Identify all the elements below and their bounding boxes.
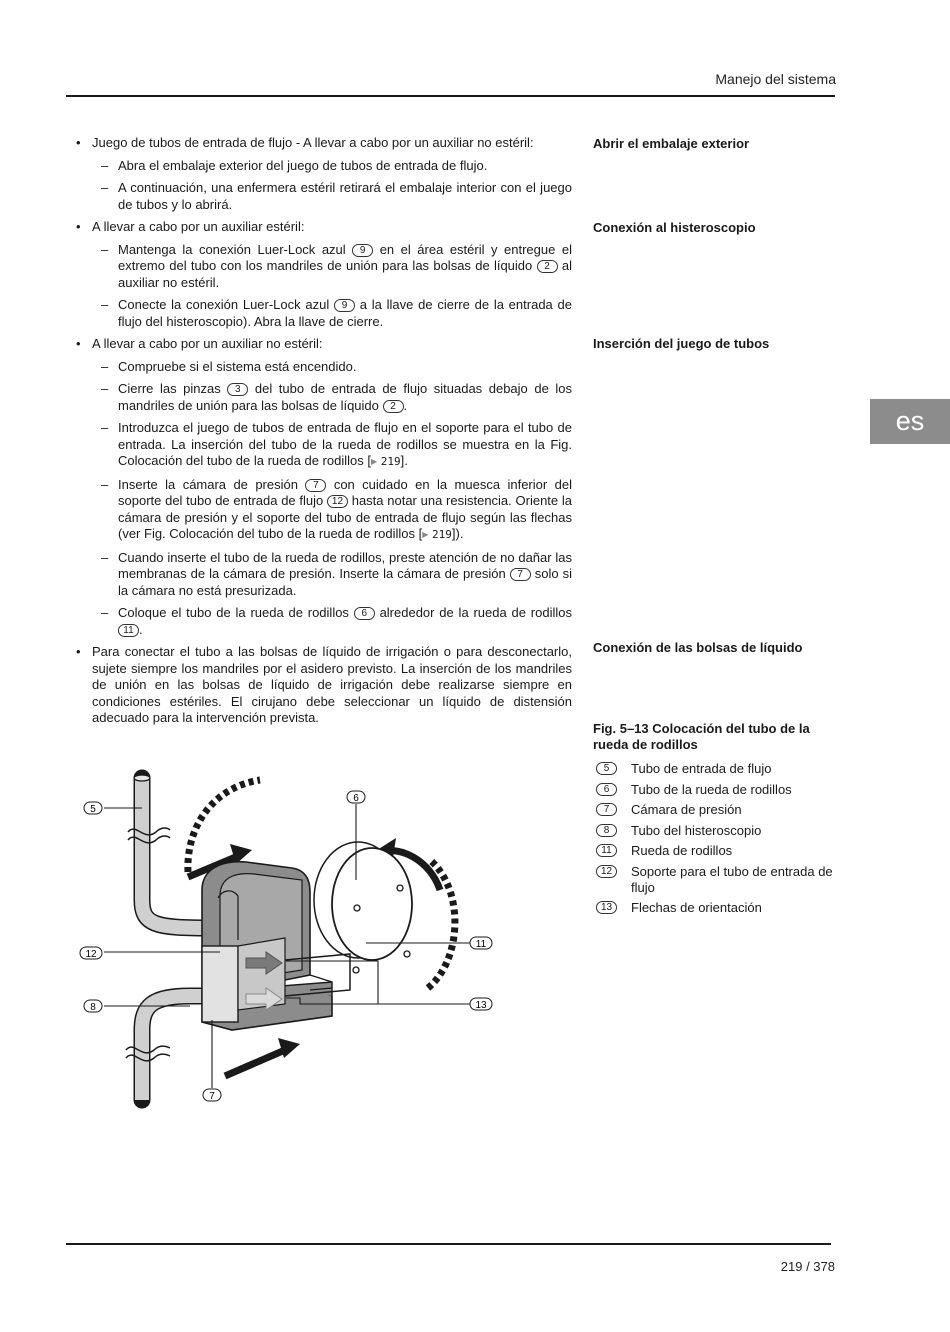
callout-ref: 2	[537, 260, 558, 273]
callout-6-label: 6	[353, 793, 359, 804]
step-item: – Introduzca el juego de tubos de entrada de flujo en el soporte para el tubo de entrada. La inserción del tubo de la rueda de rodillos se muestra en la Fig. Colocación del tubo de la rueda de rodillos [▶ 219].	[74, 420, 572, 471]
callout-11-label: 11	[475, 939, 487, 950]
step-item: – Cuando inserte el tubo de la rueda de rodillos, preste atención de no dañar las membranas de la cámara de presión. Inserte la cámara de presión 7 solo si la cámara no está presurizada.	[74, 550, 572, 600]
step-item: – A continuación, una enfermera estéril retirará el embalaje interior con el juego de tubos y lo abrirá.	[74, 180, 572, 213]
footer-rule	[66, 1243, 831, 1245]
figure-legend	[596, 761, 841, 921]
side-heading: Abrir el embalaje exterior	[593, 136, 750, 151]
insert-arrow-bottom	[225, 1050, 285, 1076]
legend-text: Soporte para el tubo de entrada de flujo	[631, 863, 833, 895]
callout-6	[347, 791, 365, 804]
callout-ref: 9	[352, 244, 373, 257]
legend-number: 11	[596, 844, 617, 857]
side-heading: Inserción del juego de tubos	[593, 336, 770, 351]
callout-13-label: 13	[475, 1000, 487, 1011]
callout-7-label: 7	[209, 1091, 215, 1102]
bullet-item: • Juego de tubos de entrada de flujo - A llevar a cabo por un auxiliar no estéril:	[74, 135, 572, 152]
pressure-chamber	[202, 946, 238, 1022]
callout-11	[470, 937, 492, 950]
side-heading: Conexión al histeroscopio	[593, 220, 756, 235]
page-link[interactable]: 219	[380, 455, 401, 468]
legend-item	[596, 843, 841, 859]
callout-13	[470, 998, 492, 1011]
legend-item	[596, 802, 841, 818]
legend-item	[596, 864, 841, 896]
callout-ref: 6	[354, 607, 375, 620]
step-item: – Compruebe si el sistema está encendido.	[74, 359, 572, 376]
bullet-item: • A llevar a cabo por un auxiliar estéril:	[74, 219, 572, 236]
callout-ref: 11	[118, 624, 139, 637]
callout-ref: 2	[383, 400, 404, 413]
link-arrow-icon: ▶	[370, 457, 378, 466]
legend-item	[596, 900, 841, 916]
callout-ref: 7	[510, 568, 531, 581]
callout-ref: 9	[334, 299, 355, 312]
step-item: – Mantenga la conexión Luer-Lock azul 9 en el área estéril y entregue el extremo del tubo con los mandriles de unión para las bolsas de líquido 2 al auxiliar no estéril.	[74, 242, 572, 292]
legend-item	[596, 761, 841, 777]
callout-8	[84, 1000, 102, 1013]
legend-number: 7	[596, 803, 617, 816]
callout-ref: 3	[227, 383, 248, 396]
step-item: – Coloque el tubo de la rueda de rodillos 6 alrededor de la rueda de rodillos 11 .	[74, 605, 572, 638]
legend-text: Tubo de la rueda de rodillos	[631, 781, 792, 797]
step-item: – Conecte la conexión Luer-Lock azul 9 a la llave de cierre de la entrada de flujo del histeroscopio). Abra la llave de cierre.	[74, 297, 572, 330]
main-text	[74, 135, 572, 733]
side-heading: Conexión de las bolsas de líquido	[593, 640, 803, 655]
callout-5-label: 5	[90, 804, 96, 815]
callout-12	[80, 947, 102, 960]
page-link[interactable]: 219	[432, 528, 452, 541]
bullet-item: • A llevar a cabo por un auxiliar no estéril:	[74, 336, 572, 353]
legend-text: Tubo de entrada de flujo	[631, 761, 772, 776]
callout-5	[84, 802, 102, 815]
legend-item	[596, 782, 841, 798]
legend-text: Flechas de orientación	[631, 900, 762, 915]
legend-number: 5	[596, 762, 617, 775]
legend-number: 13	[596, 901, 617, 914]
callout-ref: 7	[305, 479, 326, 492]
header-rule	[66, 95, 835, 97]
legend-number: 8	[596, 824, 617, 837]
roller-tube-illustration	[70, 760, 510, 1110]
legend-text: Rueda de rodillos	[631, 843, 733, 858]
legend-text: Tubo del histeroscopio	[631, 822, 762, 838]
legend-number: 12	[596, 865, 617, 878]
callout-8-label: 8	[90, 1002, 96, 1013]
step-item: – Cierre las pinzas 3 del tubo de entrada de flujo situadas debajo de los mandriles de unión para las bolsas de líquido 2 .	[74, 381, 572, 414]
legend-number: 6	[596, 783, 617, 796]
link-arrow-icon: ▶	[422, 530, 429, 539]
language-tab[interactable]: es	[870, 399, 950, 444]
step-item: – Inserte la cámara de presión 7 con cuidado en la muesca inferior del soporte del tubo de entrada de flujo 12 hasta notar una resistencia. Oriente la cámara de presión y el soporte del tubo de entrada de flujo según las flechas (ver Fig. Colocación del tubo de la rueda de rodillos [▶ 219]).	[74, 477, 572, 544]
bullet-item: • Para conectar el tubo a las bolsas de líquido de irrigación o para desconectarlo, sujete siempre los mandriles por el asidero previsto. La inserción de los mandriles de unión en las bolsas de líquido de irrigación debe realizarse siempre en condiciones estériles. El cirujano debe seleccionar un líquido de distensión adecuado para la intervención prevista.	[74, 644, 572, 727]
callout-12-label: 12	[85, 949, 97, 960]
legend-item	[596, 823, 841, 839]
figure-caption: Fig. 5–13 Colocación del tubo de la rueda de rodillos	[593, 721, 810, 752]
running-header: Manejo del sistema	[715, 71, 836, 87]
legend-text: Cámara de presión	[631, 802, 742, 817]
callout-ref: 12	[327, 495, 348, 508]
page-number: 219 / 378	[780, 1259, 835, 1274]
callout-7	[203, 1089, 221, 1102]
step-item: – Abra el embalaje exterior del juego de tubos de entrada de flujo.	[74, 158, 572, 175]
